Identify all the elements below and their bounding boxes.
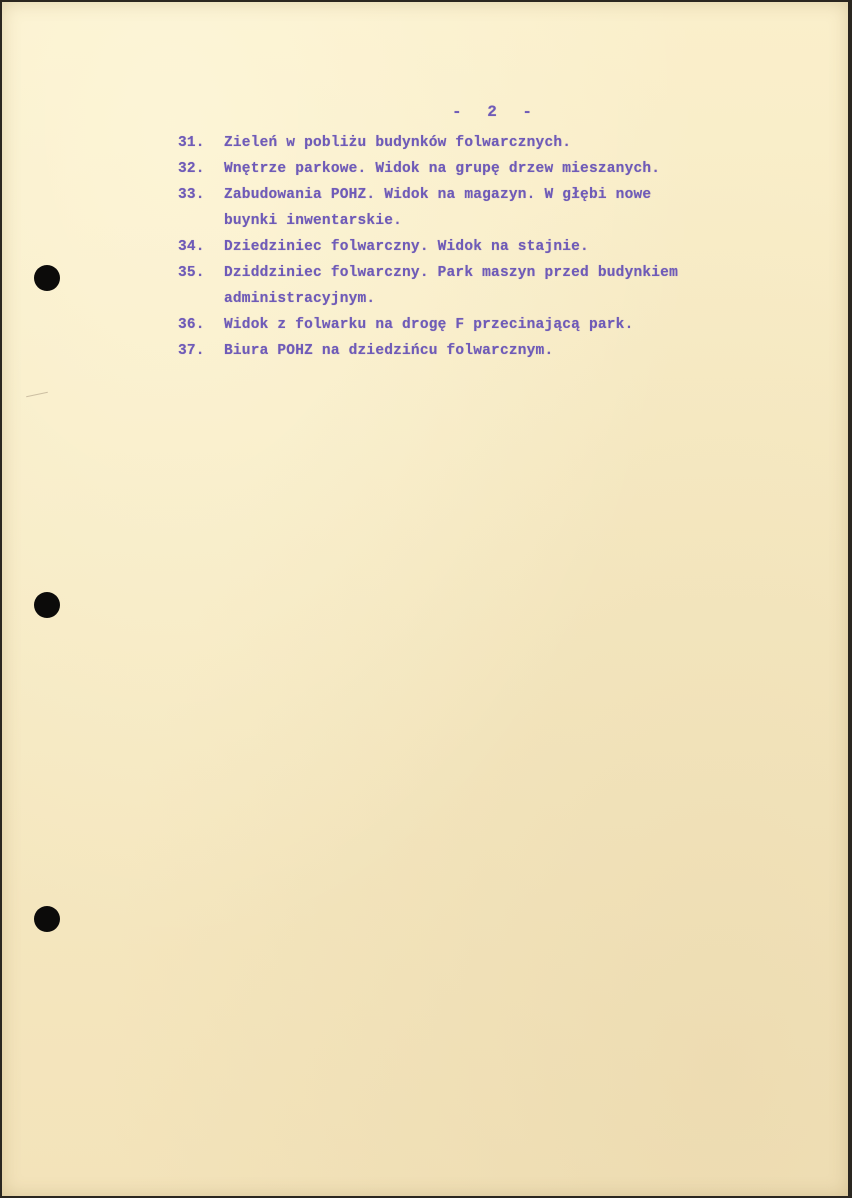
list-item	[178, 234, 778, 260]
entry-number: 37.	[178, 343, 205, 359]
entry-text	[224, 182, 778, 234]
paper-scratch	[26, 392, 48, 398]
entry-number: 35.	[178, 265, 205, 281]
punch-hole	[34, 592, 60, 618]
list-item	[178, 156, 778, 182]
entry-text-line: Zabudowania POHZ. Widok na magazyn. W głębi nowe	[224, 187, 652, 203]
list-item	[178, 182, 778, 234]
entry-text-line: Dziddziniec folwarczny. Park maszyn przed budynkiem	[224, 265, 678, 281]
entry-text: Wnętrze parkowe. Widok na grupę drzew mieszanych.	[224, 161, 661, 177]
entry-number: 36.	[178, 317, 205, 333]
document-page	[2, 2, 848, 1196]
entry-number: 32.	[178, 161, 205, 177]
entry-text-line: administracyjnym.	[224, 291, 376, 307]
entry-text	[224, 260, 778, 312]
punch-hole	[34, 265, 60, 291]
entry-text: Biura POHZ na dziedzińcu folwarcznym.	[224, 343, 554, 359]
entry-number: 31.	[178, 135, 205, 151]
entry-number: 34.	[178, 239, 205, 255]
entry-text: Widok z folwarku na drogę F przecinającą park.	[224, 317, 634, 333]
entry-text: Dziedziniec folwarczny. Widok na stajnie.	[224, 239, 589, 255]
list-item	[178, 312, 778, 338]
list-item	[178, 260, 778, 312]
entry-text: Zieleń w pobliżu budynków folwarcznych.	[224, 135, 572, 151]
entry-text-line: buynki inwentarskie.	[224, 213, 403, 229]
list-item	[178, 130, 778, 156]
punch-hole	[34, 906, 60, 932]
page-number: - 2 -	[452, 103, 541, 121]
entry-number: 33.	[178, 187, 205, 203]
list-item	[178, 338, 778, 364]
entry-list	[178, 130, 778, 364]
